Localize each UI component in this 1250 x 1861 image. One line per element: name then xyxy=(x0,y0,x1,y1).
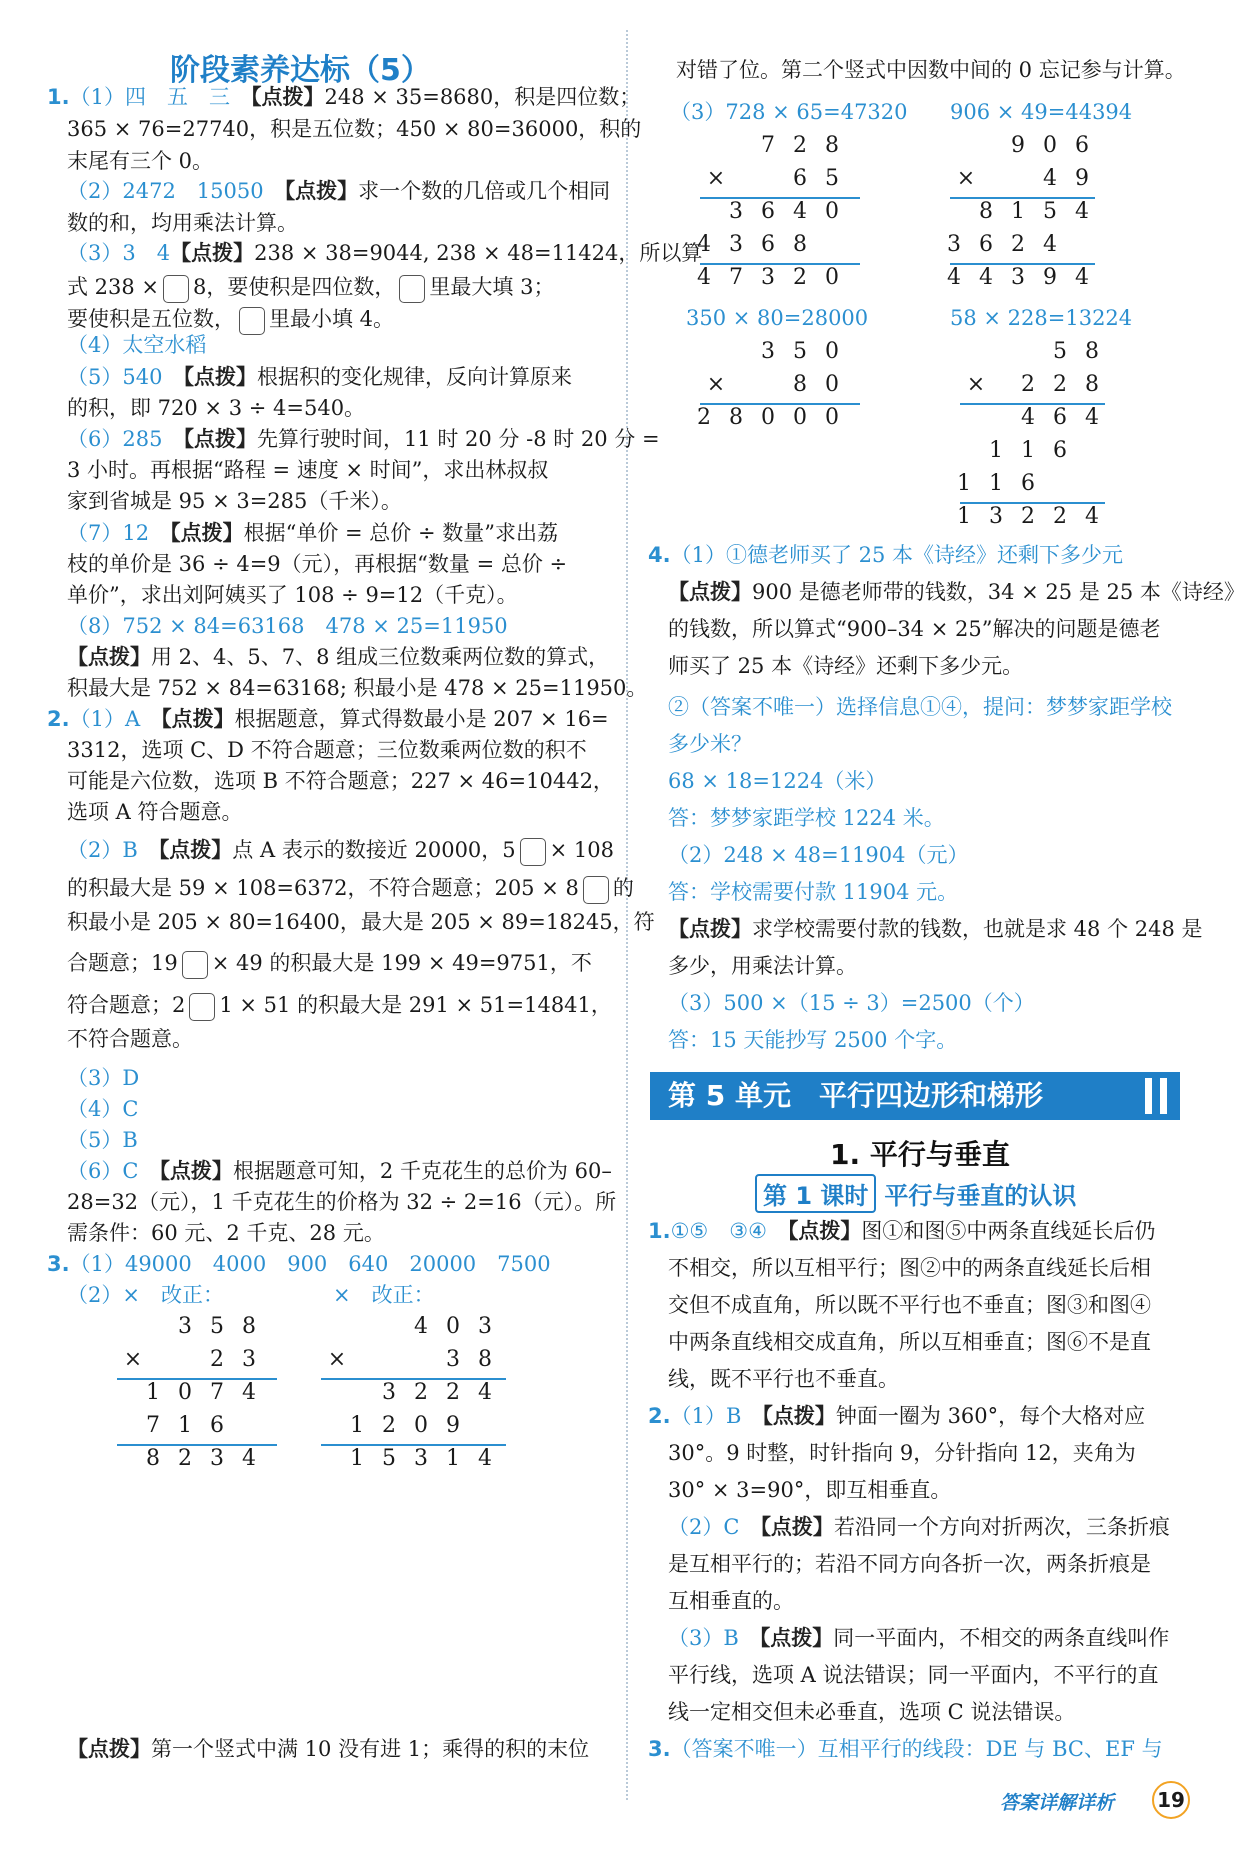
banner-bar xyxy=(1160,1078,1167,1114)
q1-5-text: 根据积的变化规律，反向计算原来 xyxy=(256,365,572,389)
tip-label: 【点拨】 xyxy=(170,521,244,545)
digit: 8 xyxy=(793,232,807,257)
q2-6-line-3: 需条件：60 元、2 千克、28 元。 xyxy=(67,1221,385,1245)
digit: 4 xyxy=(1085,504,1099,529)
tip-label: 【点拨】 xyxy=(787,1219,862,1243)
q1-3-expr: 式 238 × xyxy=(67,275,160,299)
q2-line-2: 3312，选项 C、D 不符合题意；三位数乘两位数的积不 xyxy=(67,738,587,762)
f-2-text: 若沿同一个方向对折两次，三条折痕 xyxy=(833,1515,1170,1539)
q4-line-2 xyxy=(668,577,1245,607)
q1-2-line-1 xyxy=(67,176,610,206)
q4-line-4: 师买了 25 本《诗经》还剩下多少元。 xyxy=(668,654,1024,678)
q4-line-3: 的钱数，所以算式“900–34 × 25”解决的问题是德老 xyxy=(668,617,1161,641)
q2-2-text-h: 1 × 51 的积最大是 291 × 51=14841， xyxy=(219,993,612,1017)
f-line-9: 线一定相交但未必垂直，选项 C 说法错误。 xyxy=(668,1700,1076,1724)
digit: 0 xyxy=(761,405,775,430)
f-1-text: 钟面一圈为 360°，每个大格对应 xyxy=(835,1404,1146,1428)
digit: 8 xyxy=(793,372,807,397)
digit: 4 xyxy=(478,1380,492,1405)
q1-8-text: 用 2、4、5、7、8 组成三位数乘两位数的算式， xyxy=(151,645,610,669)
digit: 1 xyxy=(446,1446,460,1471)
q3-number: 3. xyxy=(47,1252,70,1276)
q2-6-answer: （6）C xyxy=(67,1159,139,1183)
times-sign: × xyxy=(956,166,976,191)
digit: 8 xyxy=(825,133,839,158)
digit: 2 xyxy=(210,1347,224,1372)
q1-7-answer: （7）12 xyxy=(67,521,150,545)
q3-3-answer-a: （3）728 × 65=47320 xyxy=(670,100,908,124)
f-line-7 xyxy=(668,1623,1169,1653)
q2-line-4: 选项 A 符合题意。 xyxy=(67,800,243,824)
digit: 0 xyxy=(825,372,839,397)
f-line-6: 互相垂直的。 xyxy=(668,1589,794,1613)
q1-2-text: 求一个数的几倍或几个相同 xyxy=(358,179,611,203)
digit: 6 xyxy=(793,166,807,191)
q1-line-2: 365 × 76=27740，积是五位数；450 × 80=36000，积的 xyxy=(67,117,642,141)
digit: 2 xyxy=(382,1413,396,1438)
q1-8-line-2: 积最大是 752 × 84=63168; 积最小是 478 × 25=11950。 xyxy=(67,676,648,700)
digit: 4 xyxy=(1043,232,1057,257)
digit: 3 xyxy=(729,232,743,257)
q2-2-text-c: 的积最大是 59 × 108=6372，不符合题意；205 × 8 xyxy=(67,876,579,900)
digit: 9 xyxy=(446,1413,460,1438)
tip-label: 【点拨】 xyxy=(67,1737,151,1761)
q2-2-line-1 xyxy=(67,835,614,866)
e-line-4: 中两条直线相交成直角，所以互相垂直；图⑥不是直 xyxy=(668,1330,1151,1354)
digit: 0 xyxy=(414,1413,428,1438)
q1-4-answer: （4）太空水稻 xyxy=(67,333,207,357)
f-line-5: 是互相平行的；若沿不同方向各折一次，两条折痕是 xyxy=(668,1552,1151,1576)
q4-line-5: ②（答案不唯一）选择信息①④，提问：梦梦家距学校 xyxy=(668,695,1172,719)
digit: 6 xyxy=(210,1413,224,1438)
digit: 2 xyxy=(446,1380,460,1405)
vertical-calc-403x38 xyxy=(321,1314,521,1479)
tip-label: 【点拨】 xyxy=(158,838,233,862)
q1-6-answer: （6）285 xyxy=(67,427,163,451)
digit: 3 xyxy=(1011,265,1025,290)
q2-2-text-g: 符合题意；2 xyxy=(67,993,186,1017)
times-sign: × xyxy=(123,1347,143,1372)
q2-1-text: 根据题意，算式得数最小是 207 × 16= xyxy=(234,707,609,731)
q1-3-text-c: 里最大填 3； xyxy=(429,275,555,299)
q1-1-answer: （1）四 五 三 xyxy=(69,85,230,109)
digit: 9 xyxy=(1075,166,1089,191)
q3-tip-text: 第一个竖式中满 10 没有进 1；乘得的积的末位 xyxy=(151,1737,590,1761)
digit: 8 xyxy=(1085,339,1099,364)
digit: 6 xyxy=(761,232,775,257)
q2-2-answer: （2）B xyxy=(67,838,138,862)
f-line-4 xyxy=(668,1512,1170,1542)
lesson-tag: 第 1 课时 xyxy=(755,1174,876,1213)
digit: 6 xyxy=(761,199,775,224)
f-3-answer: （3）B xyxy=(668,1626,739,1650)
q2-2-line-2 xyxy=(67,873,634,904)
digit: 1 xyxy=(1021,438,1035,463)
tip-label: 【点拨】 xyxy=(67,645,151,669)
blank-box xyxy=(189,993,215,1021)
digit: 3 xyxy=(761,339,775,364)
q2-1-answer: （1）A xyxy=(69,707,141,731)
digit: 3 xyxy=(178,1314,192,1339)
digit: 6 xyxy=(1053,438,1067,463)
digit: 7 xyxy=(146,1413,160,1438)
digit: 3 xyxy=(242,1347,256,1372)
digit: 1 xyxy=(1011,199,1025,224)
q3-line-1 xyxy=(47,1249,551,1279)
e-text: 图①和图⑤中两条直线延长后仍 xyxy=(861,1219,1156,1243)
q4-line-7: 68 × 18=1224（米） xyxy=(668,769,887,793)
blank-box xyxy=(399,275,425,303)
q1-line-3: 末尾有三个 0。 xyxy=(67,149,214,173)
digit: 4 xyxy=(242,1446,256,1471)
digit: 2 xyxy=(793,133,807,158)
digit: 8 xyxy=(979,199,993,224)
digit: 0 xyxy=(825,265,839,290)
f-line-8: 平行线，选项 A 说法错误；同一平面内，不平行的直 xyxy=(668,1663,1159,1687)
digit: 0 xyxy=(825,339,839,364)
vertical-calc-350x80 xyxy=(697,339,880,438)
e-line-5: 线，既不平行也不垂直。 xyxy=(668,1367,899,1391)
e-line-3: 交但不成直角，所以既不平行也不垂直；图③和图④ xyxy=(668,1293,1151,1317)
footer-label: 答案详解详析 xyxy=(1000,1792,1115,1814)
digit: 4 xyxy=(1043,166,1057,191)
digit: 3 xyxy=(947,232,961,257)
times-sign: × xyxy=(706,166,726,191)
q4-2-text: 求学校需要付款的钱数，也就是求 48 个 248 是 xyxy=(752,917,1203,941)
digit: 1 xyxy=(957,471,971,496)
q2-2-text-e: 合题意；19 xyxy=(67,951,178,975)
digit: 2 xyxy=(414,1380,428,1405)
q1-7-line-3: 单价”，求出刘阿姨买了 108 ÷ 9=12（千克）。 xyxy=(67,583,518,607)
q1-8-answer: （8）752 × 84=63168 478 × 25=11950 xyxy=(67,614,508,638)
digit: 4 xyxy=(1085,405,1099,430)
q2-2-line-4 xyxy=(67,948,592,979)
tip-label: 【点拨】 xyxy=(183,427,257,451)
tip-label: 【点拨】 xyxy=(170,241,255,265)
tip-label: 【点拨】 xyxy=(759,1626,834,1650)
q4-1-text: 900 是德老师带的钱数，34 × 25 是 25 本《诗经》 xyxy=(752,580,1245,604)
q3-3-answer-d: 58 × 228=13224 xyxy=(950,306,1133,330)
digit: 7 xyxy=(761,133,775,158)
q2-2-line-5 xyxy=(67,990,612,1021)
q4-line-12: 多少，用乘法计算。 xyxy=(668,954,857,978)
digit: 2 xyxy=(1021,372,1035,397)
lesson-heading xyxy=(755,1174,1076,1213)
q1-3-text: 238 × 38=9044, 238 × 48=11424，所以算 xyxy=(254,241,703,265)
q2-6-text: 根据题意可知，2 千克花生的总价为 60– xyxy=(232,1159,612,1183)
q1-5-answer: （5）540 xyxy=(67,365,163,389)
q2-2-text-f: × 49 的积最大是 199 × 49=9751，不 xyxy=(211,951,592,975)
times-sign: × xyxy=(327,1347,347,1372)
e-number: 1. xyxy=(648,1219,671,1243)
q1-line-1 xyxy=(47,82,640,112)
digit: 1 xyxy=(178,1413,192,1438)
blank-box xyxy=(163,275,189,303)
digit: 9 xyxy=(1043,265,1057,290)
q1-6-text: 先算行驶时间，11 时 20 分 -8 时 20 分 = xyxy=(256,427,660,451)
q3-1-answer: （1）49000 4000 900 640 20000 7500 xyxy=(69,1252,551,1276)
q4-line-14: 答：15 天能抄写 2500 个字。 xyxy=(668,1028,958,1052)
digit: 1 xyxy=(957,504,971,529)
q2-2-line-6: 不符合题意。 xyxy=(67,1027,193,1051)
q1-3-line-2 xyxy=(67,272,554,303)
q4-line-8: 答：梦梦家距学校 1224 米。 xyxy=(668,806,945,830)
q2-number: 2. xyxy=(47,707,70,731)
q4-line-13: （3）500 ×（15 ÷ 3）=2500（个） xyxy=(668,991,1035,1015)
digit: 2 xyxy=(178,1446,192,1471)
digit: 4 xyxy=(1075,265,1089,290)
digit: 3 xyxy=(210,1446,224,1471)
digit: 3 xyxy=(446,1347,460,1372)
digit: 3 xyxy=(414,1446,428,1471)
digit: 0 xyxy=(446,1314,460,1339)
digit: 4 xyxy=(242,1380,256,1405)
digit: 6 xyxy=(1021,471,1035,496)
digit: 2 xyxy=(1053,372,1067,397)
digit: 1 xyxy=(350,1413,364,1438)
lesson-title: 平行与垂直的认识 xyxy=(884,1182,1077,1210)
vertical-calc-58x228 xyxy=(957,339,1140,537)
q1-number: 1. xyxy=(47,85,70,109)
q2-3-answer: （3）D xyxy=(67,1066,140,1090)
q2-6-line-2: 28=32（元），1 千克花生的价格为 32 ÷ 2=16（元）。所 xyxy=(67,1190,617,1214)
digit: 4 xyxy=(979,265,993,290)
q2-6-line-1 xyxy=(67,1156,612,1186)
digit: 4 xyxy=(697,232,711,257)
tip-label: 【点拨】 xyxy=(159,1159,233,1183)
digit: 2 xyxy=(1011,232,1025,257)
q2-line-3: 可能是六位数，选项 B 不符合题意；227 × 46=10442， xyxy=(67,769,614,793)
q2-2-line-3: 积最小是 205 × 80=16400，最大是 205 × 89=18245，符 xyxy=(67,910,655,934)
q1-6-line-1 xyxy=(67,424,660,454)
q1-3-text-e: 里最小填 4。 xyxy=(269,307,395,331)
unit-banner xyxy=(650,1072,1180,1120)
q4-line-11 xyxy=(668,914,1203,944)
digit: 4 xyxy=(1075,199,1089,224)
digit: 2 xyxy=(793,265,807,290)
q1-3-answer: （3）3 4 xyxy=(67,241,171,265)
q2-2-text-d: 的 xyxy=(612,876,634,900)
q4-number: 4. xyxy=(648,543,671,567)
digit: 1 xyxy=(989,471,1003,496)
times-sign: × xyxy=(966,372,986,397)
q2-2-text-a: 点 A 表示的数接近 20000，5 xyxy=(232,838,516,862)
tip-label: 【点拨】 xyxy=(161,707,235,731)
unit-banner-text: 第 5 单元 平行四边形和梯形 xyxy=(668,1079,1043,1112)
section-title: 阶段素养达标（5） xyxy=(170,53,431,88)
q4-line-1 xyxy=(648,540,1123,570)
f-line-1 xyxy=(648,1401,1145,1431)
digit: 6 xyxy=(979,232,993,257)
q1-2-line-2: 数的和，均用乘法计算。 xyxy=(67,211,298,235)
page-number: 19 xyxy=(1152,1781,1190,1819)
right-cont-line: 对错了位。第二个竖式中因数中间的 0 忘记参与计算。 xyxy=(676,58,1186,82)
digit: 0 xyxy=(178,1380,192,1405)
digit: 3 xyxy=(478,1314,492,1339)
q3-tip-line xyxy=(67,1734,589,1764)
digit: 7 xyxy=(210,1380,224,1405)
sub-title: 1. 平行与垂直 xyxy=(830,1138,1010,1171)
digit: 5 xyxy=(825,166,839,191)
q1-6-line-2: 3 小时。再根据“路程 = 速度 × 时间”，求出林叔叔 xyxy=(67,458,549,482)
tip-label: 【点拨】 xyxy=(250,85,325,109)
blank-box xyxy=(182,951,208,979)
digit: 4 xyxy=(414,1314,428,1339)
digit: 6 xyxy=(1053,405,1067,430)
digit: 5 xyxy=(1053,339,1067,364)
digit: 2 xyxy=(697,405,711,430)
q3-3-answer-c: 350 × 80=28000 xyxy=(686,306,869,330)
digit: 3 xyxy=(729,199,743,224)
vertical-calc-358x23 xyxy=(117,1314,297,1479)
q2-5-answer: （5）B xyxy=(67,1128,138,1152)
e-answer: ①⑤ ③④ xyxy=(670,1219,767,1243)
digit: 0 xyxy=(793,405,807,430)
digit: 0 xyxy=(825,405,839,430)
e-line-1 xyxy=(648,1216,1155,1246)
digit: 8 xyxy=(1085,372,1099,397)
digit: 9 xyxy=(1011,133,1025,158)
q4-1-answer: （1）①德老师买了 25 本《诗经》还剩下多少元 xyxy=(670,543,1124,567)
blank-box xyxy=(520,838,546,866)
q1-2-answer: （2）2472 15050 xyxy=(67,179,264,203)
tip-label: 【点拨】 xyxy=(760,1515,834,1539)
digit: 4 xyxy=(697,265,711,290)
times-sign: × xyxy=(706,372,726,397)
tip-label: 【点拨】 xyxy=(668,580,752,604)
digit: 3 xyxy=(382,1380,396,1405)
digit: 4 xyxy=(793,199,807,224)
digit: 5 xyxy=(382,1446,396,1471)
f-2-answer: （2）C xyxy=(668,1515,740,1539)
q1-5-line-1 xyxy=(67,362,572,392)
digit: 8 xyxy=(242,1314,256,1339)
q1-3-text-b: 8，要使积是四位数， xyxy=(193,275,396,299)
q2-line-1 xyxy=(47,704,609,734)
digit: 1 xyxy=(989,438,1003,463)
tip-label: 【点拨】 xyxy=(183,365,257,389)
g-answer: （答案不唯一）互相平行的线段：DE 与 BC、EF 与 xyxy=(670,1737,1163,1761)
digit: 2 xyxy=(1053,504,1067,529)
q1-8-line-1 xyxy=(67,642,609,672)
digit: 8 xyxy=(146,1446,160,1471)
q1-3-line-1 xyxy=(67,238,702,268)
q1-1-text: 248 × 35=8680，积是四位数； xyxy=(324,85,641,109)
blank-box xyxy=(239,307,265,335)
digit: 0 xyxy=(825,199,839,224)
blank-box xyxy=(583,876,609,904)
tip-label: 【点拨】 xyxy=(668,917,752,941)
digit: 4 xyxy=(947,265,961,290)
digit: 5 xyxy=(1043,199,1057,224)
f-1-answer: （1）B xyxy=(670,1404,742,1428)
vertical-calc-728x65 xyxy=(697,133,880,298)
f-3-text: 同一平面内，不相交的两条直线叫作 xyxy=(833,1626,1170,1650)
q3-2-answer: （2）× 改正： xyxy=(67,1283,224,1307)
q1-6-line-3: 家到省城是 95 × 3=285（千米）。 xyxy=(67,489,402,513)
f-number: 2. xyxy=(648,1404,671,1428)
digit: 6 xyxy=(1075,133,1089,158)
tip-label: 【点拨】 xyxy=(284,179,359,203)
q1-7-line-2: 枝的单价是 36 ÷ 4=9（元），再根据“数量 = 总价 ÷ xyxy=(67,552,568,576)
digit: 8 xyxy=(729,405,743,430)
q2-2-text-b: × 108 xyxy=(549,838,615,862)
q3-3-answer-b: 906 × 49=44394 xyxy=(950,100,1133,124)
g-line-1 xyxy=(648,1734,1163,1764)
digit: 3 xyxy=(761,265,775,290)
digit: 2 xyxy=(1021,504,1035,529)
q4-line-9: （2）248 × 48=11904（元） xyxy=(668,843,969,867)
q1-5-line-2: 的积，即 720 × 3 ÷ 4=540。 xyxy=(67,396,366,420)
q1-3-text-d: 要使积是五位数， xyxy=(67,307,235,331)
banner-bar xyxy=(1145,1078,1152,1114)
g-number: 3. xyxy=(648,1737,671,1761)
q1-7-text: 根据“单价 = 总价 ÷ 数量”求出荔 xyxy=(243,521,558,545)
f-line-2: 30°。9 时整，时针指向 9，分针指向 12，夹角为 xyxy=(668,1441,1136,1465)
digit: 3 xyxy=(989,504,1003,529)
digit: 1 xyxy=(146,1380,160,1405)
digit: 5 xyxy=(793,339,807,364)
q4-line-6: 多少米？ xyxy=(668,732,752,756)
tip-label: 【点拨】 xyxy=(762,1404,836,1428)
e-line-2: 不相交，所以互相平行；图②中的两条直线延长后相 xyxy=(668,1256,1151,1280)
digit: 7 xyxy=(729,265,743,290)
q1-7-line-1 xyxy=(67,518,558,548)
digit: 1 xyxy=(350,1446,364,1471)
digit: 4 xyxy=(1021,405,1035,430)
digit: 5 xyxy=(210,1314,224,1339)
q3-2-answer-b: × 改正： xyxy=(333,1283,435,1307)
q2-4-answer: （4）C xyxy=(67,1097,139,1121)
q4-line-10: 答：学校需要付款 11904 元。 xyxy=(668,880,959,904)
digit: 4 xyxy=(478,1446,492,1471)
vertical-calc-906x49 xyxy=(947,133,1130,298)
f-line-3: 30° × 3=90°，即互相垂直。 xyxy=(668,1478,952,1502)
digit: 0 xyxy=(1043,133,1057,158)
digit: 8 xyxy=(478,1347,492,1372)
